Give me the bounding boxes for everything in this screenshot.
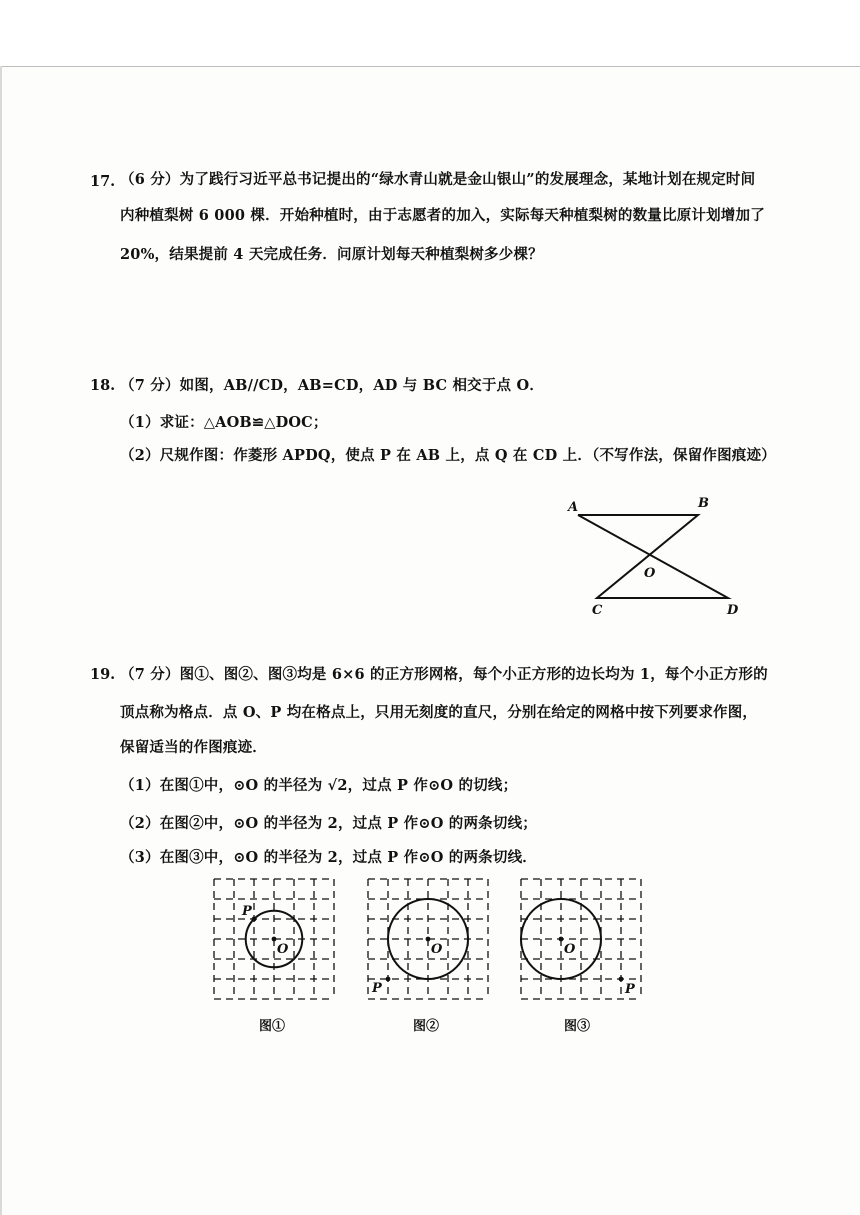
q19-part-2: （2）在图②中，⊙O 的半径为 2，过点 P 作⊙O 的两条切线； [120, 815, 537, 832]
point-o [559, 937, 564, 942]
q18-figure [560, 490, 750, 620]
label-p: P [242, 904, 252, 919]
fig-caption-2: 图② [413, 1019, 440, 1034]
q19-line-3: 保留适当的作图痕迹． [120, 739, 267, 756]
q17-number: 17. [90, 173, 116, 190]
point-p [619, 977, 624, 982]
q19-part-3: （3）在图③中，⊙O 的半径为 2，过点 P 作⊙O 的两条切线． [120, 849, 537, 866]
point-o [426, 937, 431, 942]
q17-line-1: （6 分）为了践行习近平总书记提出的“绿水青山就是金山银山”的发展理念，某地计划在规定时间 [120, 171, 756, 188]
page-left-edge [0, 66, 2, 1215]
label-p: P [625, 982, 635, 997]
label-o: O [277, 942, 289, 957]
q19-number: 19. [90, 666, 116, 683]
label-c: C [592, 603, 603, 618]
q19-part-1: （1）在图①中，⊙O 的半径为 √2，过点 P 作⊙O 的切线； [120, 777, 518, 794]
q18-figure-shape [578, 515, 728, 598]
q18-part-2: （2）尺规作图：作菱形 APDQ，使点 P 在 AB 上，点 Q 在 CD 上．（不写作法，保留作图痕迹） [120, 447, 776, 464]
label-o: O [564, 942, 576, 957]
label-o: O [644, 566, 656, 581]
point-p [252, 917, 257, 922]
point-o [272, 937, 277, 942]
page-top-margin [0, 0, 860, 67]
label-a: A [568, 500, 579, 515]
q19-line-1: （7 分）图①、图②、图③均是 6×6 的正方形网格，每个小正方形的边长均为 1，每个小正方形的 [120, 666, 768, 683]
q18-line-1: （7 分）如图，AB//CD，AB=CD，AD 与 BC 相交于点 O． [120, 377, 545, 394]
label-p: P [372, 981, 382, 996]
q18-part-1: （1）求证：△AOB≌△DOC； [120, 414, 328, 431]
point-p [386, 977, 391, 982]
grid-figure-2 [368, 879, 488, 999]
label-b: B [698, 496, 709, 511]
q17-line-2: 内种植梨树 6 000 棵．开始种植时，由于志愿者的加入，实际每天种植梨树的数量比原计划增加了 [120, 207, 765, 224]
fig-caption-3: 图③ [564, 1019, 591, 1034]
q18-number: 18. [90, 377, 116, 394]
q19-line-2: 顶点称为格点．点 O、P 均在格点上，只用无刻度的直尺，分别在给定的网格中按下列要求作图， [120, 704, 758, 721]
label-o: O [431, 942, 443, 957]
label-d: D [727, 603, 739, 618]
fig-caption-1: 图① [259, 1019, 286, 1034]
q17-line-3: 20%，结果提前 4 天完成任务．问原计划每天种植梨树多少棵？ [120, 246, 543, 263]
grid-lines [521, 879, 641, 999]
grid-figure-1 [214, 879, 334, 999]
grid-figure-3 [521, 879, 641, 999]
